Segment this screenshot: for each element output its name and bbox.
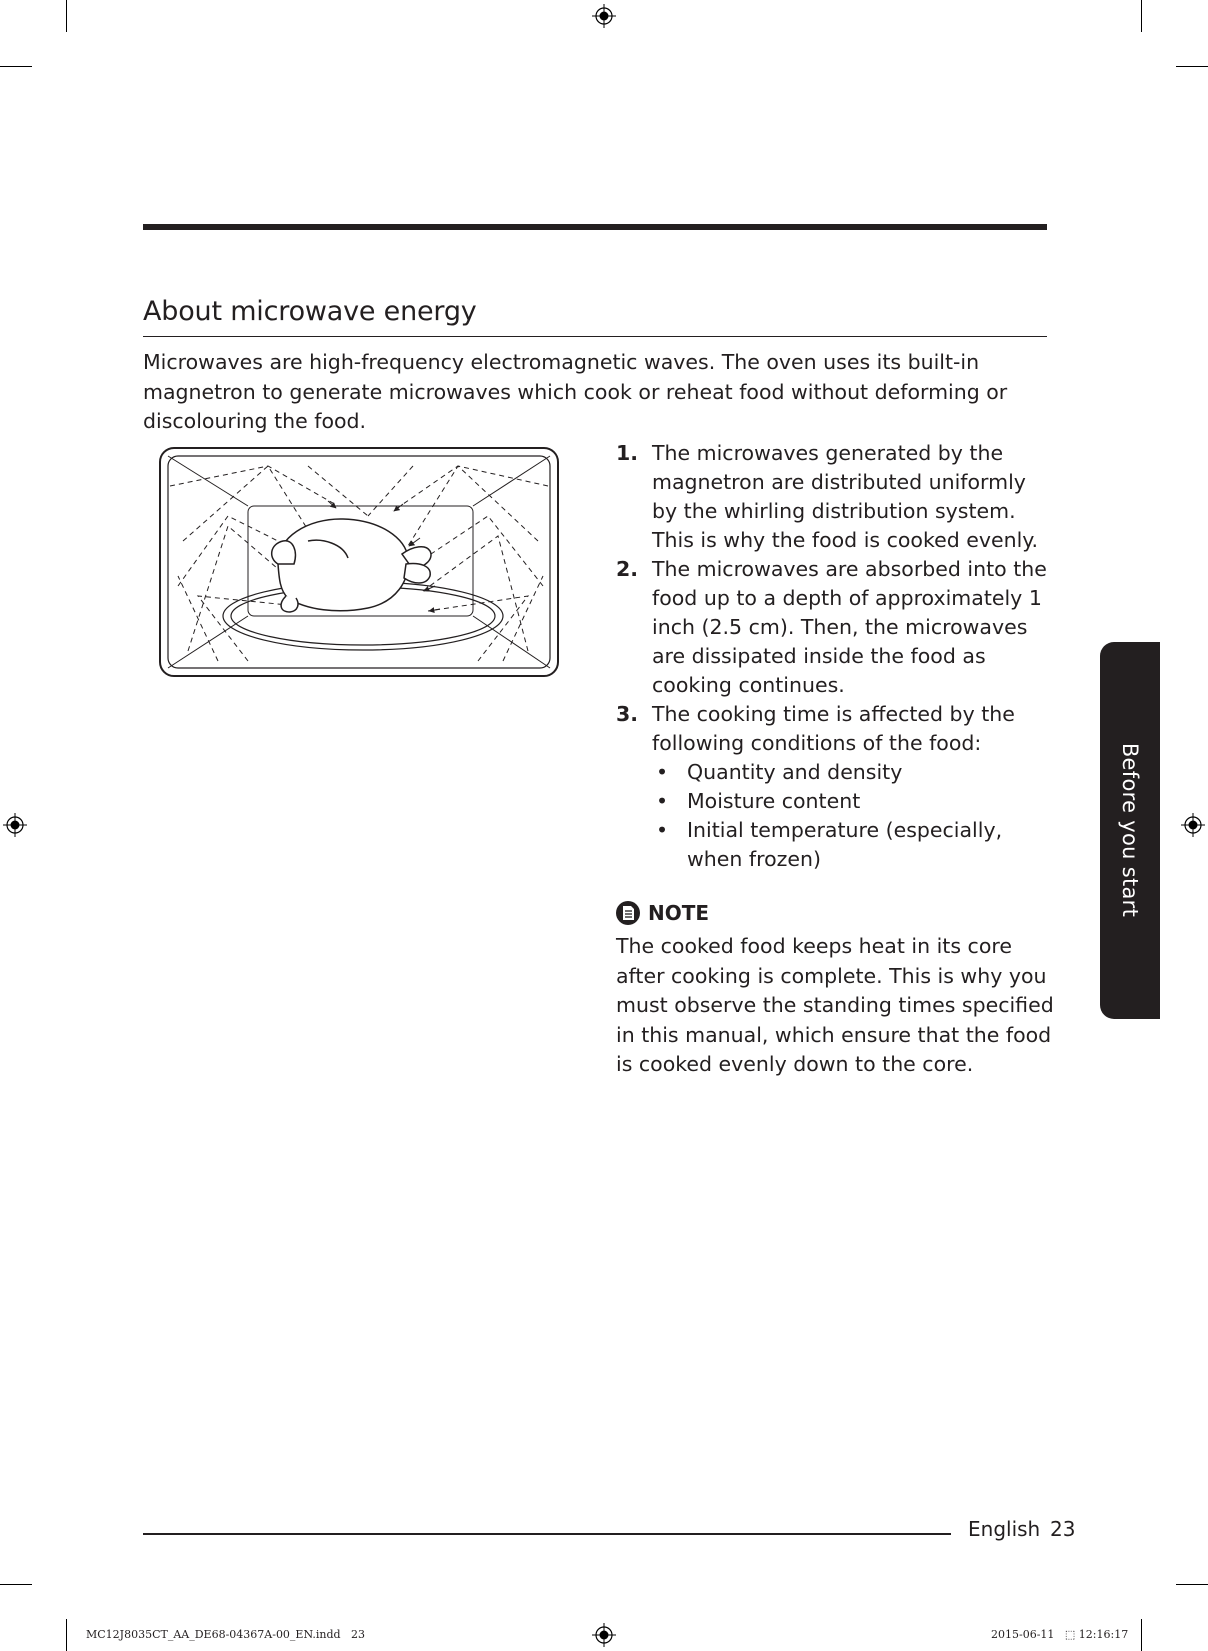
list-item	[616, 700, 1056, 874]
crop-mark	[1141, 0, 1142, 32]
step-number: 1.	[616, 441, 639, 465]
print-slug-file: MC12J8035CT_AA_DE68-04367A-00_EN.indd 23	[86, 1628, 366, 1641]
condition-bullets	[652, 758, 1056, 874]
step-text: The microwaves are absorbed into the food up to a depth of approximately 1 inch (2.5 cm). Then, the microwaves are dissipated inside the food as cooking continues.	[652, 557, 1047, 697]
registration-mark-icon	[592, 4, 616, 28]
note-icon	[616, 901, 640, 925]
crop-mark	[0, 66, 32, 67]
step-text: The microwaves generated by the magnetron are distributed uniformly by the whirling distribution system. This is why the food is cooked evenly.	[652, 441, 1038, 552]
note-heading	[616, 898, 709, 928]
registration-mark-icon	[3, 813, 27, 837]
microwave-energy-illustration	[158, 446, 560, 678]
crop-mark	[66, 0, 67, 32]
step-text: The cooking time is affected by the following conditions of the food:	[652, 702, 1015, 755]
chapter-side-tab-label: Before you start	[1118, 742, 1142, 918]
bullet-item: • Quantity and density	[652, 758, 1056, 787]
crop-mark	[1176, 1584, 1208, 1585]
step-number: 3.	[616, 702, 639, 726]
crop-mark	[1176, 66, 1208, 67]
note-text: The cooked food keeps heat in its core after cooking is complete. This is why you must observe the standing times specified in this manual, which ensure that the food is cooked evenly down to the core.	[616, 934, 1054, 1076]
intro-paragraph: Microwaves are high-frequency electromagnetic waves. The oven uses its built-in magnetron to generate microwaves which cook or reheat food without deforming or discolouring the food.	[143, 350, 1008, 433]
roast-chicken-icon	[272, 519, 431, 612]
microwave-facts-list	[616, 439, 1056, 874]
footer-language: English	[968, 1517, 1041, 1541]
registration-mark-icon	[1181, 813, 1205, 837]
note-label: NOTE	[648, 901, 710, 925]
section-title: About microwave energy	[143, 296, 477, 327]
page-number: 23	[1050, 1517, 1076, 1541]
print-slug-date: 2015-06-11 ⬚ 12:16:17	[991, 1628, 1129, 1641]
bullet-item: • Moisture content	[652, 787, 1056, 816]
registration-mark-icon	[592, 1623, 616, 1647]
crop-mark	[1141, 1619, 1142, 1651]
list-item	[616, 439, 1056, 555]
step-number: 2.	[616, 557, 639, 581]
footer-rule	[143, 1533, 951, 1535]
crop-mark	[66, 1619, 67, 1651]
bullet-item: • Initial temperature (especially, when frozen)	[652, 816, 1056, 874]
crop-mark	[0, 1584, 32, 1585]
list-item	[616, 555, 1056, 700]
section-top-rule	[143, 224, 1047, 230]
title-underline	[143, 336, 1047, 337]
